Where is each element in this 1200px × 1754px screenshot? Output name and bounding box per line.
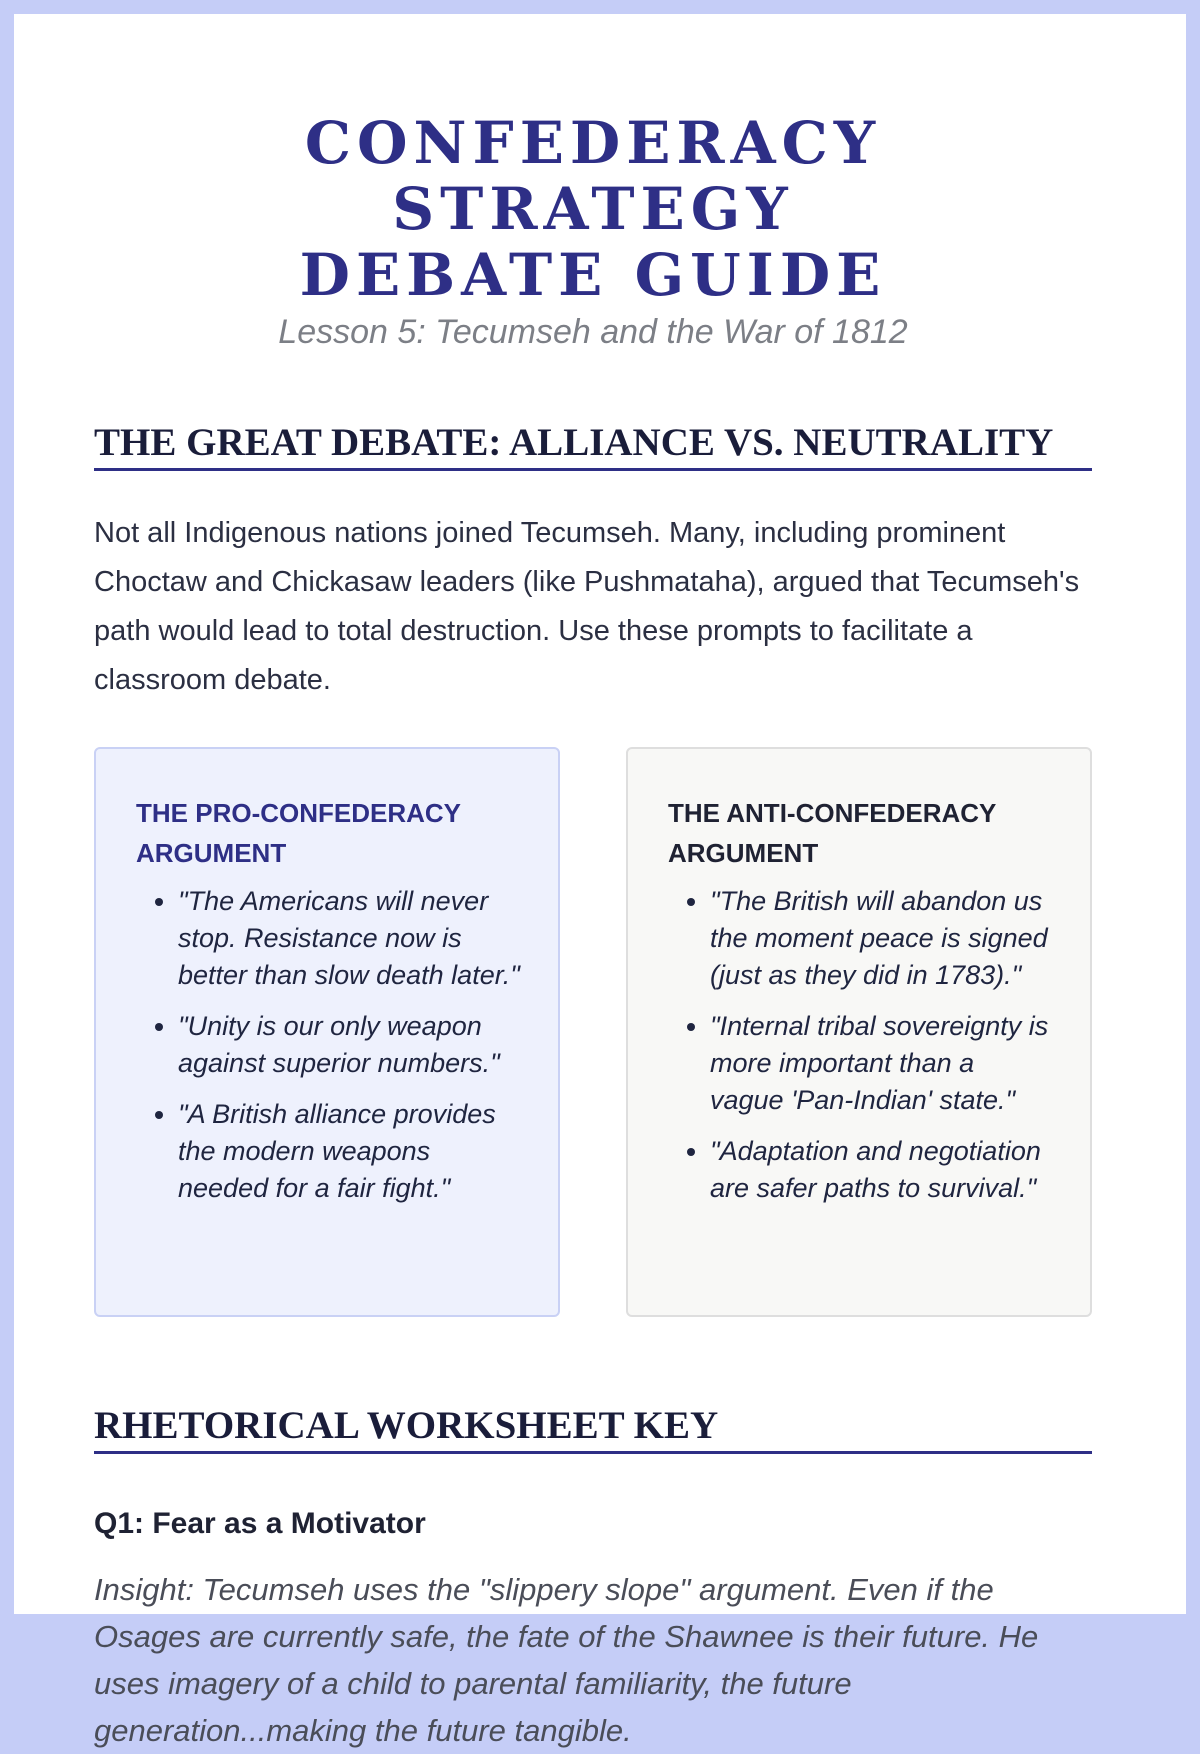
page-subtitle: Lesson 5: Tecumseh and the War of 1812 — [278, 313, 908, 351]
question-1-title: Q1: Fear as a Motivator — [94, 1507, 426, 1540]
pro-argument-item: • "A British alliance provides the modern weapons needed for a fair fight." — [178, 1096, 522, 1207]
anti-card-title: THE ANTI-CONFEDERACY ARGUMENT — [668, 798, 996, 868]
pro-card-title: THE PRO-CONFEDERACY ARGUMENT — [136, 798, 461, 868]
debate-intro-paragraph: Not all Indigenous nations joined Tecumseh. Many, including prominent Choctaw and Chickasaw leaders (like Pushmataha), argued that Tecumseh's path would lead to total destruction. Use these prompts to facilitate a classroom debate. — [94, 517, 1080, 696]
anti-confederacy-card — [626, 747, 1092, 1317]
pro-argument-list — [136, 883, 522, 1207]
title-line-1: CONFEDERACY STRATEGY — [304, 109, 882, 243]
page-title — [94, 110, 1092, 308]
pro-argument-item: • "Unity is our only weapon against superior numbers." — [178, 1008, 522, 1082]
argument-cards — [94, 747, 1092, 1317]
document-content — [14, 110, 1186, 1754]
anti-argument-item: • "Internal tribal sovereignty is more important than a vague 'Pan-Indian' state." — [710, 1008, 1054, 1119]
title-line-2: DEBATE GUIDE — [299, 241, 887, 309]
worksheet-section-heading: RHETORICAL WORKSHEET KEY — [94, 1403, 1092, 1454]
anti-argument-list — [668, 883, 1054, 1207]
anti-argument-item: • "The British will abandon us the moment peace is signed (just as they did in 1783)." — [710, 883, 1054, 994]
pro-argument-item: • "The Americans will never stop. Resistance now is better than slow death later." — [178, 883, 522, 994]
pro-confederacy-card — [94, 747, 560, 1317]
debate-section-heading: THE GREAT DEBATE: ALLIANCE VS. NEUTRALITY — [94, 420, 1092, 471]
question-1-insight: Insight: Tecumseh uses the "slippery slope" argument. Even if the Osages are currently safe, the fate of the Shawnee is their future. He uses imagery of a child to parental familiarity, the future generation...making the future tangible. — [94, 1572, 1039, 1748]
document-page — [14, 14, 1186, 1748]
anti-argument-item: • "Adaptation and negotiation are safer paths to survival." — [710, 1133, 1054, 1207]
